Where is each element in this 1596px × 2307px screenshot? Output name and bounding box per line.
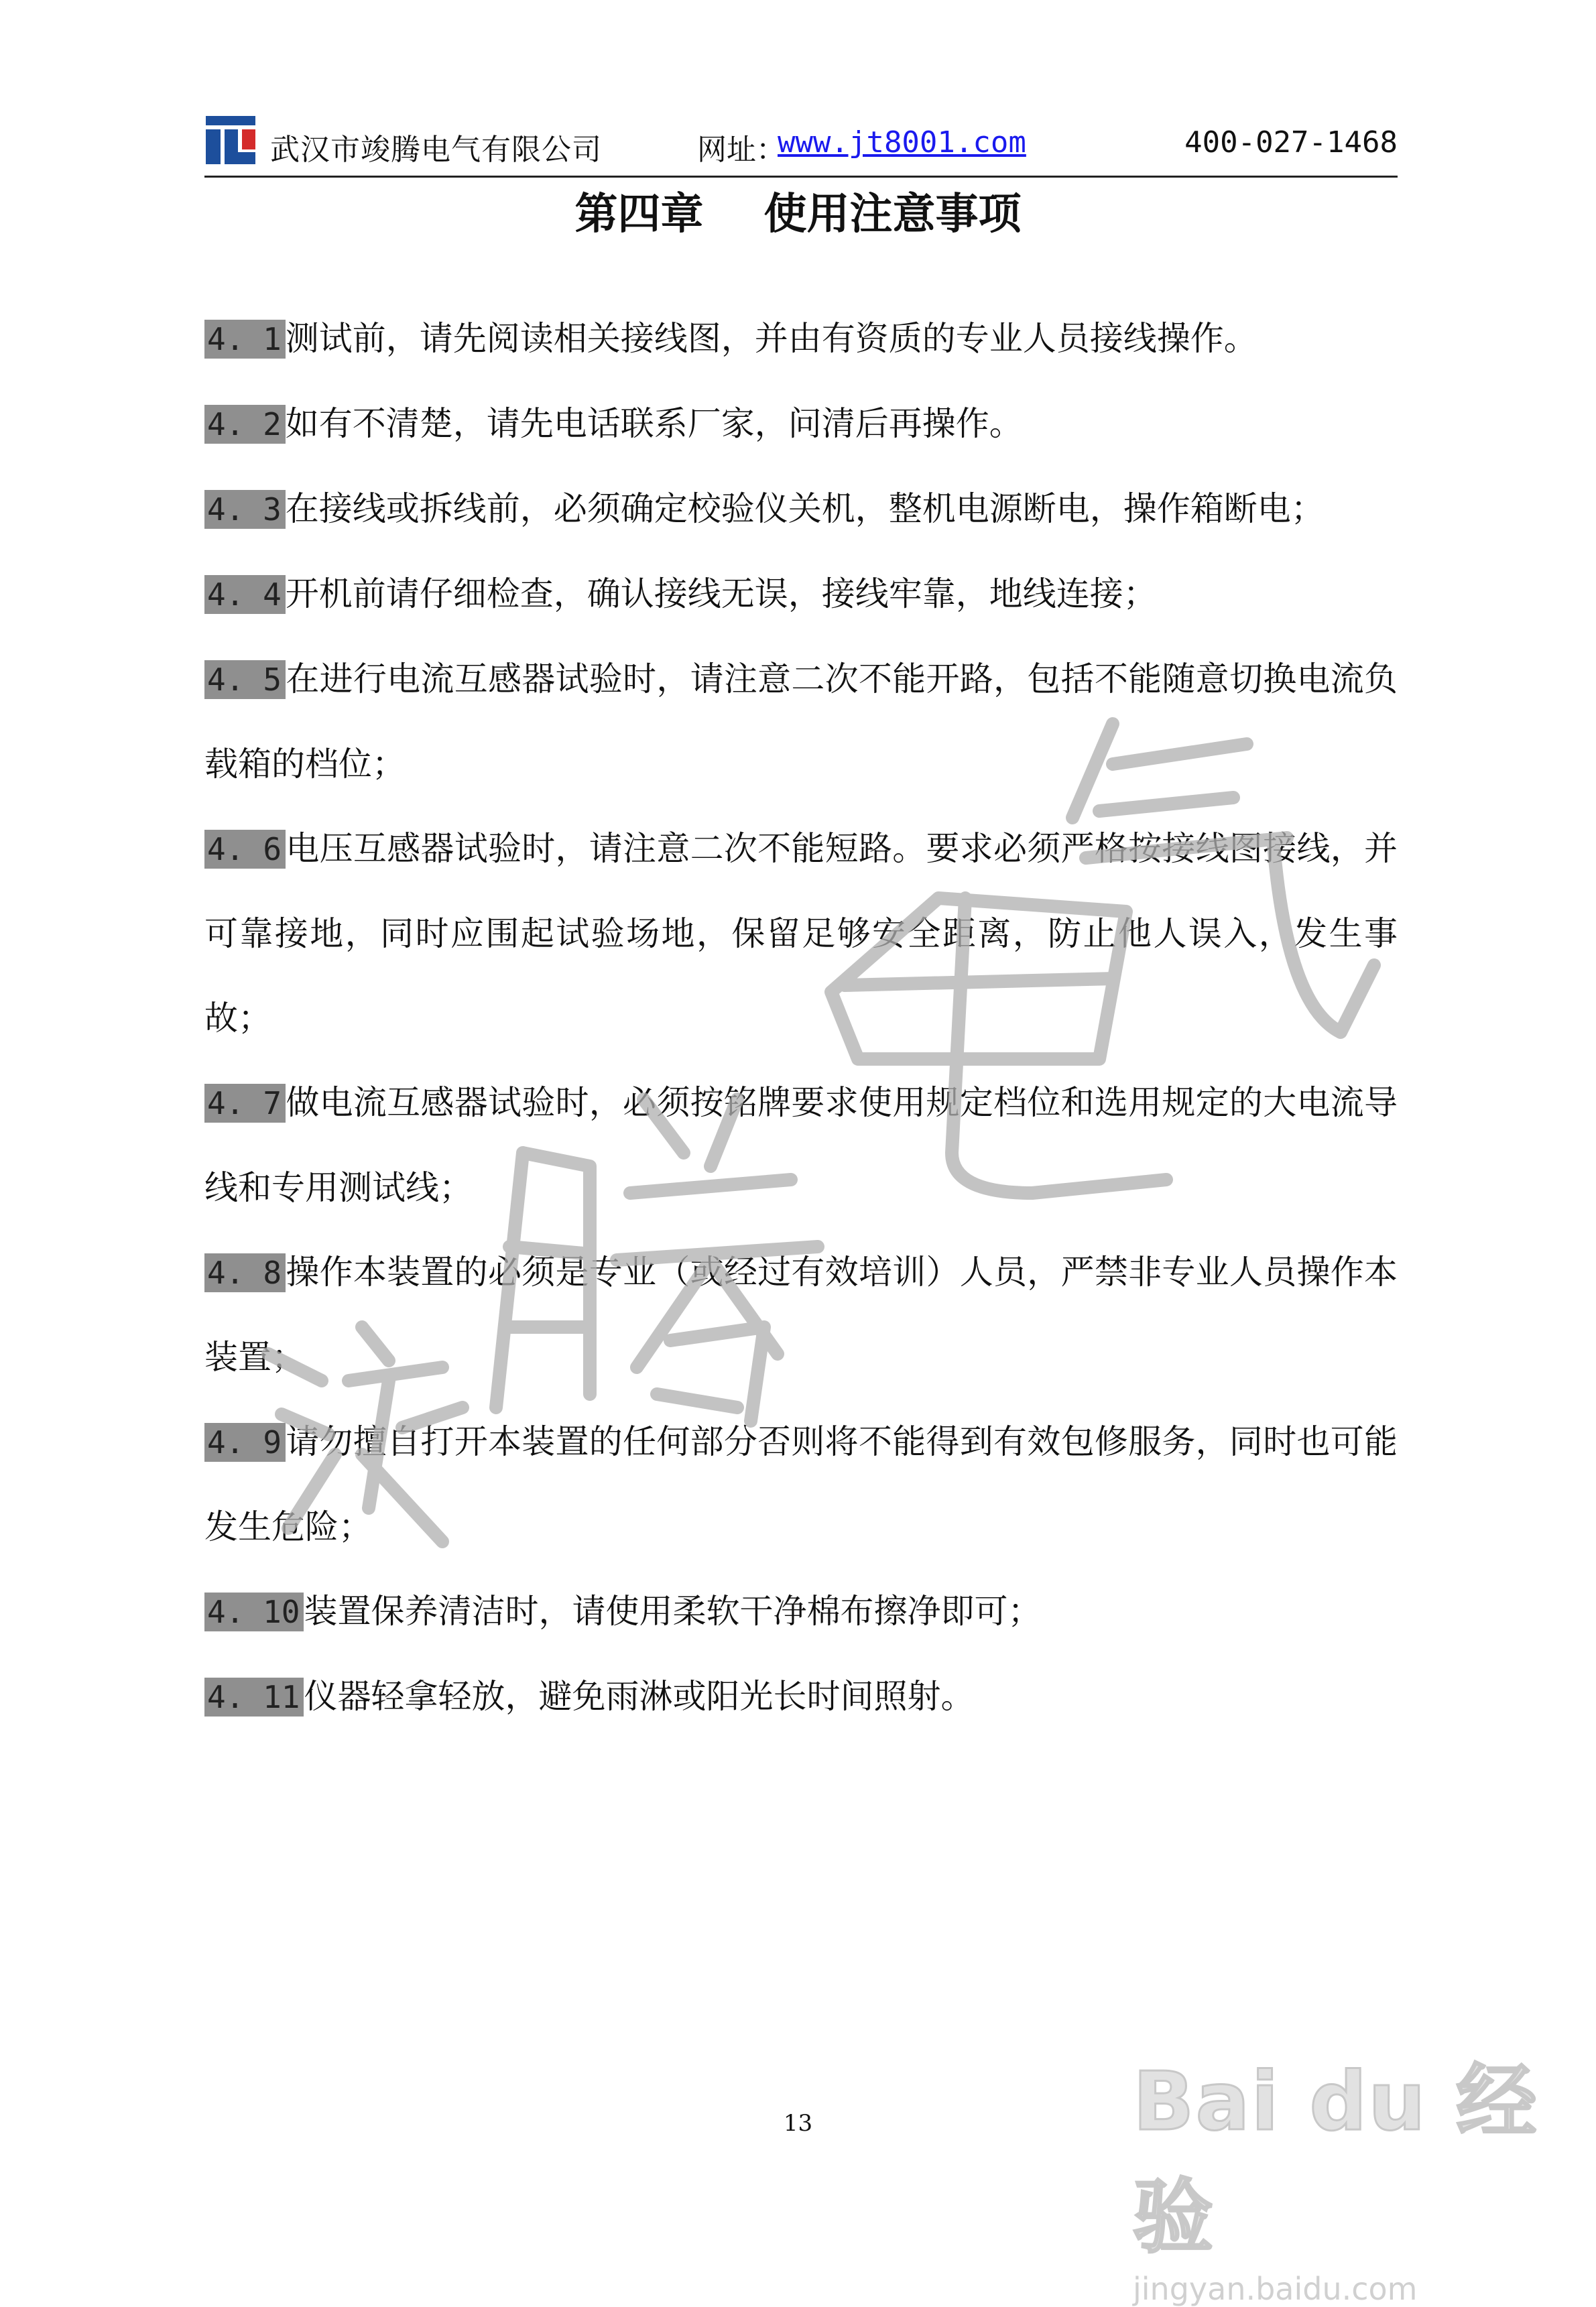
website-link[interactable]: www.jt8001.com — [778, 125, 1026, 160]
baidu-url: jingyan.baidu.com — [1133, 2271, 1418, 2307]
item-number: 4. 4 — [204, 575, 286, 614]
item-number: 4. 8 — [204, 1253, 286, 1292]
chapter-heading: 使用注意事项 — [763, 190, 1022, 239]
chapter-number: 第四章 — [574, 190, 704, 239]
item-number: 4. 2 — [204, 405, 286, 444]
list-item — [204, 381, 1398, 466]
list-item — [204, 1569, 1398, 1654]
list-item — [204, 466, 1398, 552]
header-divider — [204, 176, 1398, 178]
item-number: 4. 1 — [204, 320, 286, 359]
item-number: 4. 11 — [204, 1678, 304, 1717]
item-number: 4. 10 — [204, 1593, 304, 1631]
item-number: 4. 7 — [204, 1084, 286, 1123]
precautions-list — [204, 296, 1398, 1739]
item-text: 装置保养清洁时，请使用柔软干净棉布擦净即可； — [304, 1592, 1042, 1631]
item-text: 操作本装置的必须是专业（或经过有效培训）人员，严禁非专业人员操作本装置； — [204, 1253, 1398, 1377]
item-text: 请勿擅自打开本装置的任何部分否则将不能得到有效包修服务，同时也可能发生危险； — [204, 1422, 1398, 1546]
list-item — [204, 552, 1398, 637]
list-item — [204, 637, 1398, 806]
page-header — [204, 111, 1398, 178]
list-item — [204, 1230, 1398, 1399]
company-logo-icon — [204, 113, 257, 166]
item-text: 仪器轻拿轻放，避免雨淋或阳光长时间照射。 — [304, 1677, 975, 1716]
item-text: 在接线或拆线前，必须确定校验仪关机，整机电源断电，操作箱断电； — [285, 489, 1325, 528]
list-item — [204, 1060, 1398, 1230]
company-name: 武汉市竣腾电气有限公司 — [270, 133, 602, 167]
list-item — [204, 1399, 1398, 1569]
item-text: 测试前，请先阅读相关接线图，并由有资质的专业人员接线操作。 — [285, 319, 1257, 358]
item-number: 4. 5 — [204, 660, 286, 699]
list-item — [204, 806, 1398, 1060]
item-number: 4. 6 — [204, 830, 286, 869]
item-text: 电压互感器试验时，请注意二次不能短路。要求必须严格按接线图接线，并可靠接地，同时应围起试验场地，保留足够安全距离，防止他人误入，发生事故； — [204, 829, 1398, 1038]
list-item — [204, 1654, 1398, 1739]
baidu-jingyan-watermark — [1133, 2038, 1548, 2307]
item-text: 在进行电流互感器试验时，请注意二次不能开路，包括不能随意切换电流负载箱的档位； — [204, 660, 1398, 784]
list-item — [204, 296, 1398, 381]
page-number: 13 — [783, 2110, 813, 2137]
phone-number: 400-027-1468 — [1184, 125, 1398, 160]
baidu-logo-text: Bai du 经验 — [1133, 2056, 1538, 2264]
item-text: 如有不清楚，请先电话联系厂家，问清后再操作。 — [285, 404, 1023, 443]
item-number: 4. 9 — [204, 1423, 286, 1462]
item-number: 4. 3 — [204, 490, 286, 529]
website-label: 网址： — [697, 133, 786, 167]
item-text: 开机前请仔细检查，确认接线无误，接线牢靠，地线连接； — [285, 574, 1157, 613]
item-text: 做电流互感器试验时，必须按铭牌要求使用规定档位和选用规定的大电流导线和专用测试线； — [204, 1083, 1398, 1207]
chapter-title — [0, 180, 1596, 241]
